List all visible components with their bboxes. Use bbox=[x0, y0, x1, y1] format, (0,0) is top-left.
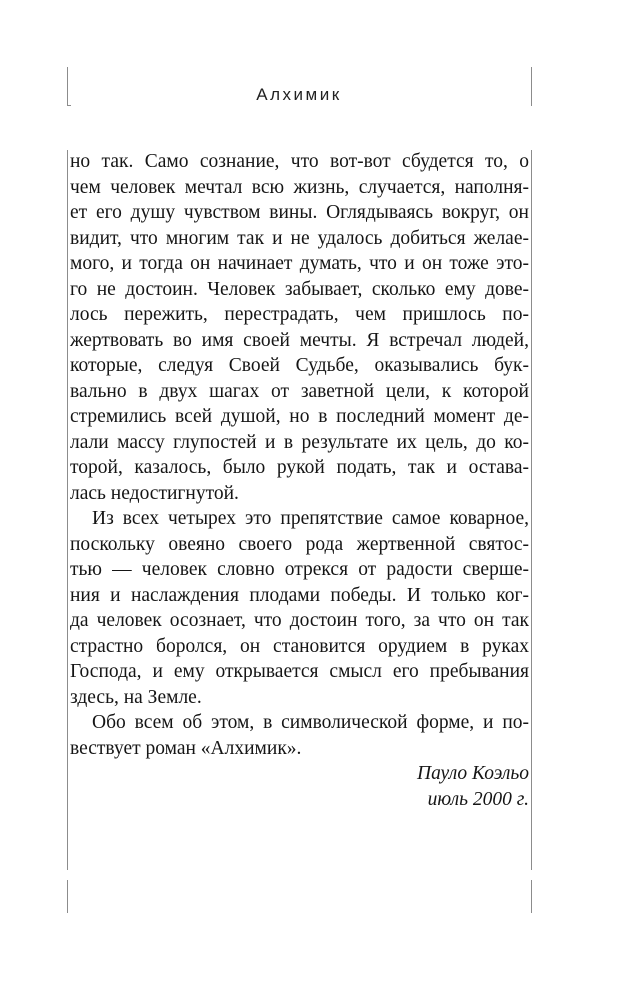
text-line: ет его душу чувством вины. Оглядываясь вокруг, он bbox=[70, 202, 529, 223]
paragraph-2 bbox=[70, 506, 529, 710]
text-line: мого, и тогда он начинает думать, что и он тоже это- bbox=[70, 253, 529, 274]
text-line: лось пережить, перестрадать, чем пришлось по- bbox=[70, 304, 529, 325]
text-line: го не достоин. Человек забывает, сколько ему дове- bbox=[70, 278, 529, 300]
text-line: Из всех четырех это препятствие самое коварное, bbox=[92, 508, 529, 529]
text-line: да человек осознает, что достоин того, за что он так bbox=[70, 610, 529, 631]
text-line: чем человек мечтал всю жизнь, случается, наполня- bbox=[70, 176, 529, 198]
paragraph-3 bbox=[70, 710, 529, 761]
text-line: Господа, и ему открывается смысл его пребывания bbox=[70, 661, 529, 682]
frame-border-right bbox=[531, 150, 532, 870]
text-line: поскольку овеяно своего рода жертвенной святос- bbox=[70, 533, 529, 555]
crop-mark-bottom-left bbox=[67, 880, 68, 913]
frame-border-left bbox=[67, 150, 68, 870]
crop-mark-bottom-right bbox=[531, 880, 532, 913]
text-line: здесь, на Земле. bbox=[70, 686, 202, 708]
crop-mark-top-left bbox=[67, 67, 68, 106]
text-line: торой, казалось, было рукой подать, так и остава- bbox=[70, 457, 529, 478]
text-line: тью — человек словно отрекся от радости сверше- bbox=[70, 559, 529, 580]
crop-mark-top-right bbox=[531, 67, 532, 106]
text-line: видит, что многим так и не удалось добиться желае- bbox=[70, 227, 529, 249]
running-title: Алхимик bbox=[256, 85, 342, 104]
signature-author: Пауло Коэльо bbox=[416, 763, 529, 784]
text-line: стремились всей душой, но в последний момент де- bbox=[70, 406, 529, 427]
text-line: лась недостигнутой. bbox=[70, 482, 239, 504]
crop-mark-top-left-tick bbox=[67, 105, 71, 106]
text-line: страстно боролся, он становится орудием в руках bbox=[70, 635, 529, 657]
text-line: вально в двух шагах от заветной цели, к которой bbox=[70, 380, 529, 402]
text-line: жертвовать во имя своей мечты. Я встречал людей, bbox=[70, 329, 529, 351]
body-text bbox=[70, 149, 529, 812]
signature bbox=[70, 761, 529, 812]
text-line: лали массу глупостей и в результате их цель, до ко- bbox=[70, 431, 529, 453]
paragraph-1 bbox=[70, 149, 529, 506]
text-line: но так. Само сознание, что вот-вот сбудется то, о bbox=[70, 151, 529, 172]
text-line: вествует роман «Алхимик». bbox=[70, 737, 302, 759]
text-line: которые, следуя Своей Судьбе, оказывались бук- bbox=[70, 355, 529, 376]
signature-date: июль 2000 г. bbox=[427, 788, 529, 810]
text-line: Обо всем об этом, в символической форме, и по- bbox=[92, 712, 529, 733]
text-line: ния и наслаждения плодами победы. И только ког- bbox=[70, 584, 529, 606]
